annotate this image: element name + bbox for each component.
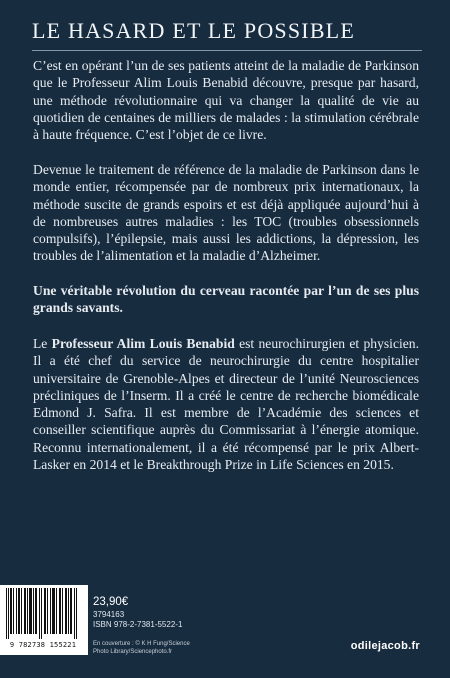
publisher-website[interactable]: odilejacob.fr	[350, 640, 420, 652]
product-code: 3794163	[93, 610, 125, 619]
book-title: LE HASARD ET LE POSSIBLE	[32, 18, 355, 43]
barcode-digits: 9 782738 155221	[9, 641, 77, 649]
bio-prefix: Le	[33, 336, 52, 351]
author-name: Professeur Alim Louis Benabid	[51, 336, 235, 351]
author-bio	[33, 335, 419, 473]
tagline: Une véritable révolution du cerveau racontée par l’un de ses plus grands savants.	[33, 283, 419, 316]
title-divider	[32, 50, 422, 51]
bio-text: est neurochirurgien et physicien. Il a été chef du service de neurochirurgie du centre hospitalier universitaire de Grenoble-Alpes et directeur de l’unité Neurosciences précliniques de l’Inserm. Il a créé le centre de recherche biomédicale Edmond J. Safra. Il est membre de l’Académie des sciences et conseiller scientifique auprès du Commissariat à l’énergie atomique. Reconnu internationalement, il a été récompensé par le prix Albert-Lasker en 2014 et le Breakthrough Prize in Life Sciences en 2015.	[33, 336, 419, 473]
summary-paragraph-2: Devenue le traitement de référence de la maladie de Parkinson dans le monde entier, récompensée par de nombreux prix internationaux, la méthode suscite de grands espoirs et est déjà appliquée aujourd’hui à de nombreuses autres maladies : les TOC (troubles obsessionnels compulsifs), l’épilepsie, mais aussi les addictions, la dépression, les troubles de l’alimentation et la maladie d’Alzheimer.	[33, 162, 419, 264]
credit-line-1: En couverture : © K H Fung/Science	[93, 641, 190, 647]
cover-credit	[93, 640, 223, 656]
price: 23,90€	[93, 596, 129, 608]
isbn: ISBN 978-2-7381-5522-1	[93, 620, 183, 629]
barcode-bars	[4, 585, 82, 639]
summary-paragraph-1: C’est en opérant l’un de ses patients atteint de la maladie de Parkinson que le Professeur Alim Louis Benabid découvre, presque par hasard, une méthode révolutionnaire qui va changer la qualité de vie au quotidien de centaines de milliers de malades : la stimulation cérébrale à haute fréquence. C’est l’objet de ce livre.	[33, 58, 419, 143]
credit-line-2: Photo Library/Sciencephoto.fr	[93, 649, 173, 655]
price-separator	[86, 585, 88, 655]
